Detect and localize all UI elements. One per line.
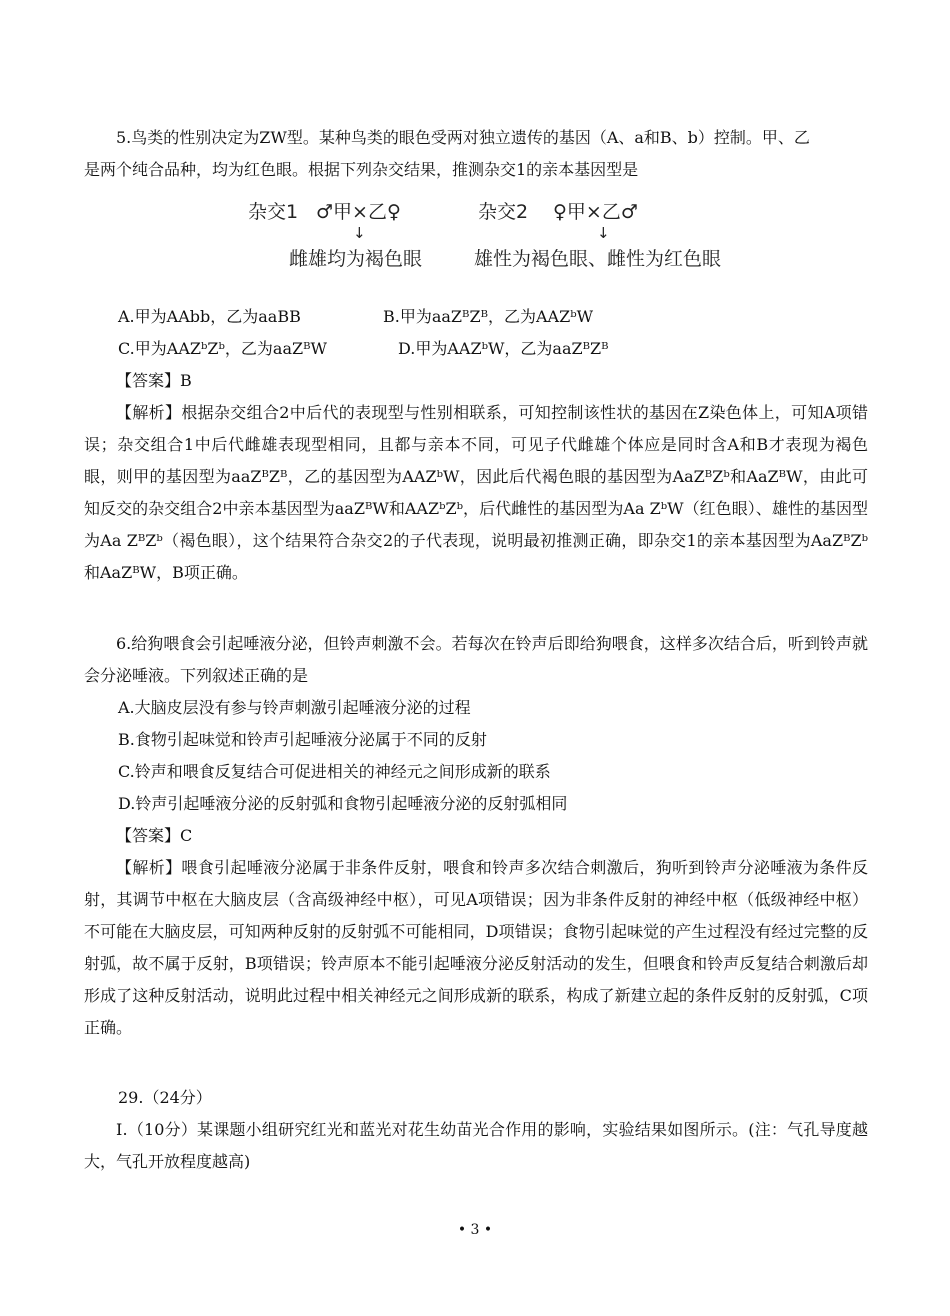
q6-stem: 6.给狗喂食会引起唾液分泌，但铃声刺激不会。若每次在铃声后即给狗喂食，这样多次结合后，听到铃声就会分泌唾液。下列叙述正确的是 — [84, 634, 868, 685]
cross2-parents: ♀甲×乙♂ — [553, 201, 638, 223]
q5-option-c: C.甲为AAZᵇZᵇ，乙为aaZᴮW — [118, 339, 327, 358]
cross1-arrow: ↓ — [353, 224, 366, 242]
cross2-label: 杂交2 — [478, 201, 529, 223]
q5-stem-line2: 是两个纯合品种，均为红色眼。根据下列杂交结果，推测杂交1的亲本基因型是 — [84, 160, 639, 179]
q6-option-b: B.食物引起味觉和铃声引起唾液分泌属于不同的反射 — [118, 730, 487, 749]
page-number: • 3 • — [457, 1222, 493, 1238]
q6-option-c: C.铃声和喂食反复结合可促进相关的神经元之间形成新的联系 — [118, 762, 551, 781]
cross2-arrow: ↓ — [597, 224, 610, 242]
q6-analysis: 【解析】喂食引起唾液分泌属于非条件反射，喂食和铃声多次结合刺激后，狗听到铃声分泌唾液为条件反射，其调节中枢在大脑皮层（含高级神经中枢），可见A项错误；因为非条件反射的神经中枢（低级神经中枢）不可能在大脑皮层，可知两种反射的反射弧不可能相同，D项错误；食物引起味觉的产生过程没有经过完整的反射弧，故不属于反射，B项错误；铃声原本不能引起唾液分泌反射活动的发生，但喂食和铃声反复结合刺激后却形成了这种反射活动，说明此过程中相关神经元之间形成新的联系，构成了新建立起的条件反射的反射弧，C项正确。 — [84, 858, 868, 1037]
q5-option-d: D.甲为AAZᵇW，乙为aaZᴮZᴮ — [398, 339, 609, 358]
q5-stem-line1: 5.鸟类的性别决定为ZW型。某种鸟类的眼色受两对独立遗传的基因（A、a和B、b）控制。甲、乙 — [116, 128, 810, 147]
q29-header: 29.（24分） — [118, 1088, 212, 1107]
q6-option-d: D.铃声引起唾液分泌的反射弧和食物引起唾液分泌的反射弧相同 — [118, 794, 568, 813]
cross2-result: 雄性为褐色眼、雌性为红色眼 — [474, 248, 722, 270]
q5-analysis: 【解析】根据杂交组合2中后代的表现型与性别相联系，可知控制该性状的基因在Z染色体上，可知A项错误；杂交组合1中后代雌雄表现型相同，且都与亲本不同，可见子代雌雄个体应是同时含A和B才表现为褐色眼，则甲的基因型为aaZᴮZᴮ，乙的基因型为AAZᵇW，因此后代褐色眼的基因型为AaZᴮZᵇ和AaZᴮW，由此可知反交的杂交组合2中亲本基因型为aaZᴮW和AAZᵇZᵇ，后代雌性的基因型为Aa ZᵇW（红色眼）、雄性的基因型为Aa ZᴮZᵇ（褐色眼），这个结果符合杂交2的子代表现，说明最初推测正确，即杂交1的亲本基因型为AaZᴮZᵇ和AaZᴮW，B项正确。 — [84, 403, 868, 582]
q6-answer: 【答案】C — [116, 826, 193, 845]
cross1-label: 杂交1 — [248, 201, 299, 223]
q5-answer: 【答案】B — [116, 371, 192, 390]
cross1-result: 雌雄均为褐色眼 — [289, 248, 423, 270]
q29-part1: Ⅰ.（10分）某课题小组研究红光和蓝光对花生幼苗光合作用的影响，实验结果如图所示。(注：气孔导度越大，气孔开放程度越高) — [84, 1120, 868, 1171]
q5-option-a: A.甲为AAbb，乙为aaBB — [118, 307, 301, 326]
cross1-parents: ♂甲×乙♀ — [316, 201, 401, 223]
q6-option-a: A.大脑皮层没有参与铃声刺激引起唾液分泌的过程 — [118, 698, 471, 717]
q5-option-b: B.甲为aaZᴮZᴮ，乙为AAZᵇW — [383, 307, 594, 326]
